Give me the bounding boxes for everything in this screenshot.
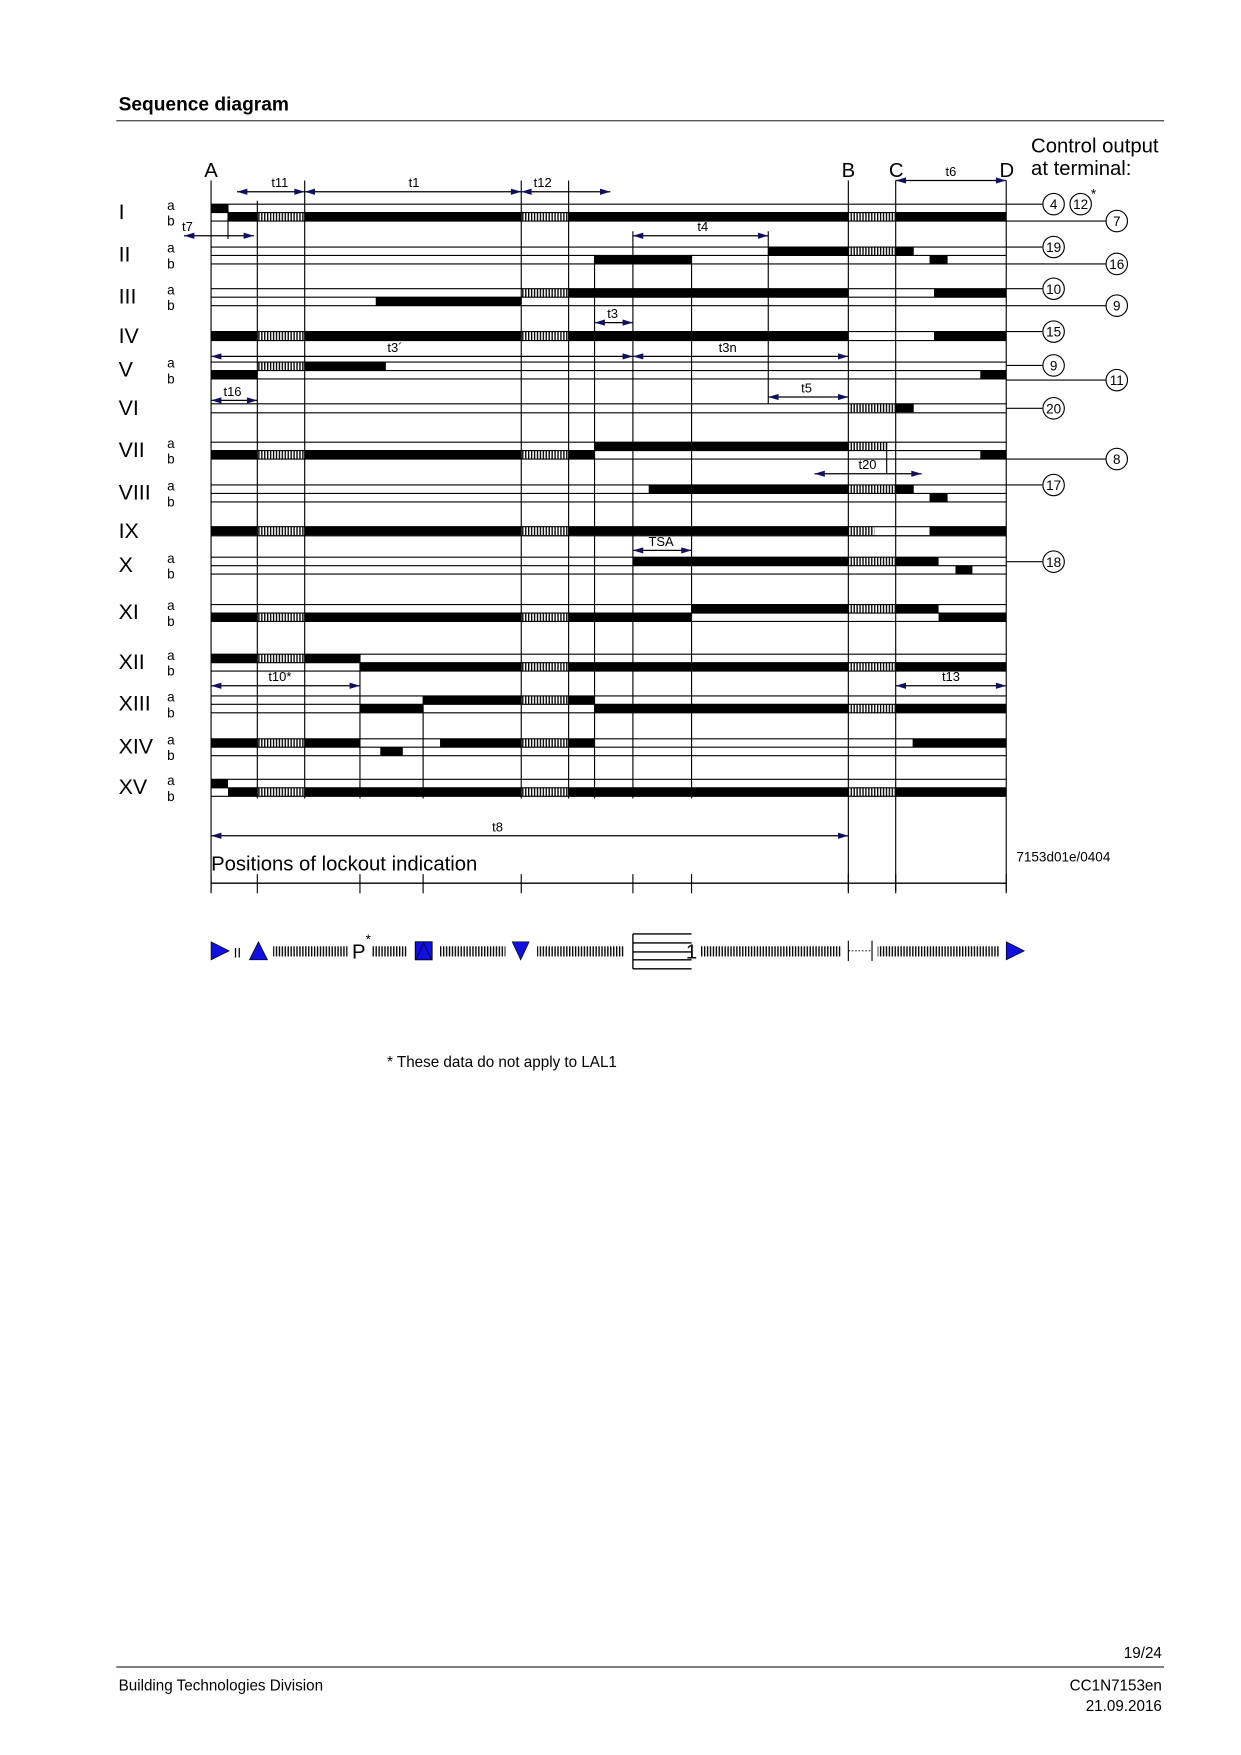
signal-bar bbox=[896, 557, 939, 565]
dimension-t6 bbox=[896, 164, 1007, 181]
dotted-interval-symbol bbox=[848, 941, 872, 961]
hatch-segment bbox=[273, 946, 347, 956]
signal-row bbox=[119, 198, 1007, 229]
row-sub-b: b bbox=[167, 566, 175, 582]
dimension-label: t5 bbox=[801, 380, 813, 396]
signal-bar bbox=[360, 663, 521, 671]
dimension-label: t13 bbox=[941, 669, 960, 685]
row-numeral: VI bbox=[118, 396, 139, 421]
dimension-t7 bbox=[182, 219, 254, 236]
hatch-segment bbox=[372, 946, 407, 956]
dimension-label: t3 bbox=[607, 306, 619, 322]
terminal-marker bbox=[1006, 321, 1064, 342]
dimension-label: t3´ bbox=[387, 339, 403, 355]
signal-bar bbox=[768, 247, 848, 255]
signal-row bbox=[119, 396, 1007, 420]
signal-bar bbox=[228, 213, 257, 221]
triangle-right-icon bbox=[211, 942, 229, 960]
row-numeral: IV bbox=[118, 323, 139, 348]
hatched-bar bbox=[521, 332, 568, 340]
terminal-number: 9 bbox=[1113, 298, 1121, 314]
terminal-number: 18 bbox=[1046, 554, 1062, 570]
row-numeral: XIII bbox=[118, 691, 151, 716]
hatch-segment bbox=[878, 946, 1000, 956]
signal-bar bbox=[692, 605, 849, 613]
terminal-marker bbox=[1006, 236, 1064, 257]
hatched-bar bbox=[521, 663, 568, 671]
hatch-segment bbox=[701, 946, 842, 956]
dimension-label: t7 bbox=[181, 219, 193, 235]
signal-bar bbox=[305, 451, 522, 459]
terminal-marker bbox=[1006, 253, 1127, 274]
terminal-asterisk: * bbox=[1090, 186, 1097, 202]
hatched-bar bbox=[257, 739, 304, 747]
dimension-t3n bbox=[633, 340, 848, 357]
row-sub-a: a bbox=[167, 647, 175, 663]
dimension-label: t3n bbox=[718, 339, 737, 355]
dimension-t4 bbox=[633, 219, 768, 236]
signal-bar bbox=[211, 332, 257, 340]
row-sub-a: a bbox=[167, 732, 175, 748]
signal-bar bbox=[360, 704, 423, 712]
terminal-number: 19 bbox=[1046, 240, 1062, 256]
signal-bar bbox=[376, 297, 521, 305]
hatched-bar bbox=[521, 696, 568, 704]
signal-row bbox=[119, 773, 1007, 804]
dimension-t13 bbox=[896, 669, 1007, 686]
signal-bar bbox=[569, 527, 849, 535]
signal-row bbox=[119, 598, 1007, 629]
hatched-bar bbox=[848, 527, 874, 535]
signal-bar bbox=[380, 747, 403, 755]
row-sub-a: a bbox=[167, 435, 175, 451]
ignition-lines-symbol bbox=[633, 934, 692, 969]
row-sub-b: b bbox=[167, 494, 175, 510]
dimension-t5 bbox=[768, 381, 848, 398]
row-sub-a: a bbox=[167, 773, 175, 789]
lockout-label: Positions of lockout indication bbox=[211, 853, 478, 876]
row-numeral: VIII bbox=[118, 480, 151, 505]
terminal-number: 9 bbox=[1049, 358, 1058, 374]
terminal-marker bbox=[1006, 551, 1064, 572]
hatched-bar bbox=[257, 788, 304, 796]
signal-bar bbox=[896, 404, 914, 412]
hatched-bar bbox=[257, 213, 304, 221]
dimension-label: TSA bbox=[648, 533, 674, 549]
signal-bar bbox=[930, 493, 948, 501]
row-sub-b: b bbox=[167, 451, 175, 467]
page-title: Sequence diagram bbox=[118, 94, 289, 116]
hatched-bar bbox=[848, 485, 895, 493]
drawing-number: 7153d01e/0404 bbox=[1016, 849, 1111, 865]
signal-row bbox=[119, 732, 1007, 763]
hatched-bar bbox=[257, 654, 304, 662]
signal-bar bbox=[211, 739, 257, 747]
signal-bar bbox=[211, 654, 257, 662]
dimension-t12 bbox=[521, 175, 610, 192]
hatched-bar bbox=[257, 451, 304, 459]
signal-bar bbox=[569, 213, 849, 221]
signal-bar bbox=[211, 204, 228, 212]
row-numeral: II bbox=[118, 242, 131, 267]
square-symbol-icon bbox=[415, 942, 432, 960]
point-d: D bbox=[999, 160, 1015, 183]
dimension-t11 bbox=[237, 175, 305, 192]
point-b: B bbox=[841, 160, 856, 183]
footer-doc-id: CC1N7153en bbox=[1069, 1677, 1162, 1695]
terminal-marker bbox=[1006, 210, 1127, 231]
dimension-label: t11 bbox=[271, 175, 289, 191]
row-sub-b: b bbox=[167, 663, 175, 679]
terminal-marker bbox=[1006, 474, 1064, 495]
terminal-number: 20 bbox=[1046, 401, 1062, 417]
terminal-marker bbox=[1006, 295, 1127, 316]
row-sub-b: b bbox=[167, 748, 175, 764]
signal-bar bbox=[228, 788, 257, 796]
signal-row bbox=[119, 356, 1007, 387]
hatched-bar bbox=[521, 289, 568, 297]
dimension-t16 bbox=[211, 384, 257, 401]
point-c: C bbox=[888, 160, 904, 183]
signal-bar bbox=[305, 788, 522, 796]
hatched-bar bbox=[848, 557, 895, 565]
signal-bar bbox=[930, 255, 948, 263]
one-symbol: 1 bbox=[685, 941, 698, 964]
hatched-bar bbox=[521, 451, 568, 459]
signal-rows bbox=[119, 198, 1007, 804]
signal-bar bbox=[934, 289, 1006, 297]
triangle-down-icon bbox=[512, 942, 529, 960]
signal-bar bbox=[896, 788, 1007, 796]
dimension-t3 bbox=[595, 306, 633, 323]
terminal-number: 7 bbox=[1113, 214, 1121, 230]
signal-row bbox=[119, 648, 1007, 679]
signal-bar bbox=[305, 613, 522, 621]
row-numeral: XI bbox=[118, 600, 139, 625]
signal-bar bbox=[896, 247, 914, 255]
signal-bar bbox=[569, 613, 692, 621]
signal-bar bbox=[305, 527, 522, 535]
row-sub-a: a bbox=[167, 689, 175, 705]
dimension-tsa bbox=[633, 534, 692, 551]
terminal-outputs bbox=[1006, 187, 1127, 573]
p-symbol: P bbox=[352, 941, 366, 964]
hatched-bar bbox=[521, 527, 568, 535]
p-asterisk: * bbox=[365, 932, 371, 948]
row-sub-a: a bbox=[167, 197, 175, 213]
dimension-label: t10* bbox=[268, 669, 292, 685]
signal-bar bbox=[930, 527, 1007, 535]
dimension-label: t12 bbox=[533, 175, 552, 191]
dimension-t1 bbox=[305, 175, 522, 192]
terminal-number: 11 bbox=[1109, 373, 1124, 389]
signal-bar bbox=[569, 332, 849, 340]
signal-bar bbox=[305, 213, 522, 221]
terminal-marker bbox=[1006, 448, 1127, 469]
hatched-bar bbox=[257, 613, 304, 621]
dimension-label: t20 bbox=[858, 457, 877, 473]
dimension-t10 bbox=[211, 669, 360, 686]
signal-bar bbox=[896, 213, 1007, 221]
signal-row bbox=[119, 551, 1007, 582]
terminal-number: 15 bbox=[1046, 324, 1062, 340]
row-sub-a: a bbox=[167, 598, 175, 614]
row-sub-b: b bbox=[167, 788, 175, 804]
row-sub-a: a bbox=[167, 478, 175, 494]
hatched-bar bbox=[848, 442, 886, 450]
row-numeral: III bbox=[118, 284, 137, 309]
control-output-label-2: at terminal: bbox=[1031, 157, 1132, 180]
signal-bar bbox=[211, 527, 257, 535]
signal-bar bbox=[569, 289, 849, 297]
row-numeral: XIV bbox=[118, 734, 154, 759]
row-sub-a: a bbox=[167, 240, 175, 256]
signal-bar bbox=[633, 557, 848, 565]
footer-date: 21.09.2016 bbox=[1085, 1698, 1162, 1716]
triangle-up-icon bbox=[249, 942, 267, 960]
hatched-bar bbox=[848, 663, 895, 671]
signal-bar bbox=[569, 739, 595, 747]
point-a: A bbox=[204, 160, 218, 183]
terminal-number: 12 bbox=[1073, 197, 1089, 213]
signal-bar bbox=[980, 371, 1006, 379]
row-sub-b: b bbox=[167, 298, 175, 314]
hatched-bar bbox=[257, 362, 304, 370]
row-sub-b: b bbox=[167, 613, 175, 629]
hatched-bar bbox=[848, 404, 895, 412]
signal-bar bbox=[423, 696, 521, 704]
terminal-number: 10 bbox=[1046, 281, 1062, 297]
signal-bar bbox=[305, 739, 360, 747]
row-sub-a: a bbox=[167, 355, 175, 371]
triangle-right-icon bbox=[1006, 942, 1024, 960]
signal-bar bbox=[569, 696, 595, 704]
hatched-bar bbox=[848, 247, 895, 255]
dimension-t8 bbox=[211, 819, 848, 836]
signal-bar bbox=[305, 654, 360, 662]
row-numeral: VII bbox=[118, 437, 145, 462]
row-sub-a: a bbox=[167, 282, 175, 298]
dimension-label: t1 bbox=[408, 175, 420, 191]
dimension-t20 bbox=[814, 457, 921, 474]
signal-row bbox=[119, 324, 1007, 348]
lockout-positions-scale bbox=[211, 874, 1006, 893]
signal-row bbox=[119, 519, 1007, 543]
hatched-bar bbox=[521, 739, 568, 747]
row-sub-b: b bbox=[167, 705, 175, 721]
hatched-bar bbox=[848, 213, 895, 221]
terminal-marker bbox=[1006, 278, 1064, 299]
row-numeral: X bbox=[118, 552, 133, 577]
row-sub-b: b bbox=[167, 371, 175, 387]
signal-row bbox=[119, 241, 1007, 272]
row-numeral: V bbox=[118, 357, 133, 382]
row-numeral: IX bbox=[118, 519, 139, 544]
signal-bar bbox=[569, 788, 849, 796]
signal-bar bbox=[569, 663, 849, 671]
dimension-label: t16 bbox=[223, 383, 242, 399]
hatched-bar bbox=[848, 788, 895, 796]
signal-row bbox=[119, 690, 1007, 721]
page-number: 19/24 bbox=[1123, 1645, 1162, 1663]
signal-bar bbox=[649, 485, 849, 493]
terminal-marker bbox=[1006, 355, 1064, 376]
signal-bar bbox=[980, 451, 1006, 459]
pause-symbol: II bbox=[233, 945, 242, 961]
row-sub-a: a bbox=[167, 550, 175, 566]
signal-row bbox=[119, 282, 1007, 313]
signal-bar bbox=[211, 451, 257, 459]
signal-bar bbox=[569, 451, 595, 459]
signal-bar bbox=[955, 566, 972, 574]
row-sub-b: b bbox=[167, 213, 175, 229]
signal-row bbox=[119, 479, 1007, 510]
terminal-marker bbox=[1006, 193, 1064, 214]
terminal-number: 16 bbox=[1109, 257, 1125, 273]
hatch-segment bbox=[439, 946, 506, 956]
signal-bar bbox=[211, 371, 257, 379]
row-numeral: XV bbox=[118, 775, 148, 800]
terminal-marker bbox=[1006, 398, 1064, 419]
hatched-bar bbox=[257, 527, 304, 535]
hatched-bar bbox=[521, 613, 568, 621]
dimension-label: t4 bbox=[697, 219, 709, 235]
hatched-bar bbox=[848, 704, 895, 712]
signal-bar bbox=[305, 362, 386, 370]
hatched-bar bbox=[257, 332, 304, 340]
hatched-bar bbox=[521, 213, 568, 221]
terminal-marker bbox=[1006, 369, 1127, 390]
control-output-label: Control output bbox=[1031, 135, 1159, 158]
terminal-number: 4 bbox=[1049, 197, 1058, 213]
footnote: * These data do not apply to LAL1 bbox=[387, 1053, 617, 1071]
row-numeral: XII bbox=[118, 649, 145, 674]
dimension-label: t6 bbox=[945, 163, 957, 179]
terminal-marker bbox=[1070, 193, 1091, 214]
hatch-segment bbox=[537, 946, 624, 956]
hatched-bar bbox=[521, 788, 568, 796]
dimension-t3p bbox=[211, 340, 633, 357]
signal-bar bbox=[896, 485, 914, 493]
dimension-label: t8 bbox=[492, 819, 503, 835]
signal-bar bbox=[440, 739, 521, 747]
signal-bar bbox=[913, 739, 1007, 747]
signal-bar bbox=[305, 332, 522, 340]
row-sub-b: b bbox=[167, 256, 175, 272]
signal-bar bbox=[934, 332, 1006, 340]
signal-bar bbox=[595, 255, 692, 263]
hatched-bar bbox=[848, 605, 895, 613]
signal-bar bbox=[939, 613, 1007, 621]
timing-diagram bbox=[119, 135, 1159, 969]
signal-bar bbox=[211, 779, 228, 787]
footer-division: Building Technologies Division bbox=[118, 1677, 324, 1695]
signal-bar bbox=[211, 613, 257, 621]
terminal-number: 8 bbox=[1113, 452, 1121, 468]
row-numeral: I bbox=[118, 199, 125, 224]
terminal-number: 17 bbox=[1046, 478, 1062, 494]
signal-bar bbox=[896, 704, 1007, 712]
lockout-symbol-legend bbox=[211, 932, 1024, 969]
signal-bar bbox=[896, 605, 939, 613]
